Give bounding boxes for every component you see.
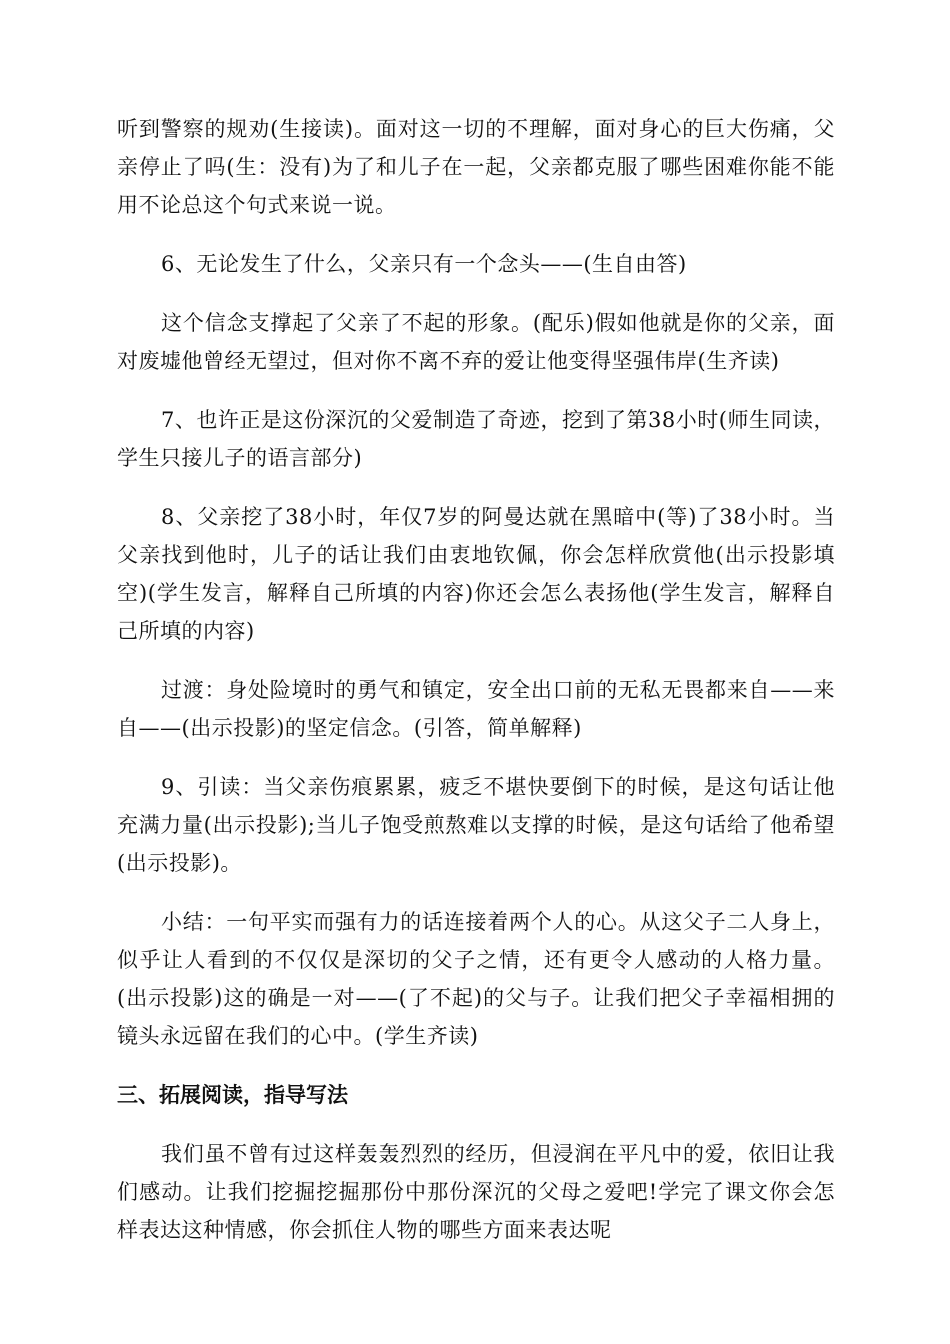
paragraph-summary: 小结：一句平实而强有力的话连接着两个人的心。从这父子二人身上，似乎让人看到的不仅仅是深切的父子之情，还有更令人感动的人格力量。(出示投影)这的确是一对——(了不起)的父与子。让我们把父子幸福相拥的镜头永远留在我们的心中。(学生齐读) — [117, 910, 835, 1048]
paragraph-step-8: 8、父亲挖了38小时，年仅7岁的阿曼达就在黑暗中(等)了38小时。当父亲找到他时，儿子的话让我们由衷地钦佩，你会怎样欣赏他(出示投影填空)(学生发言，解释自己所填的内容)你还会怎么表扬他(学生发言，解释自己所填的内容) — [117, 505, 835, 643]
paragraph-belief: 这个信念支撑起了父亲了不起的形象。(配乐)假如他就是你的父亲，面对废墟他曾经无望过，但对你不离不弃的爱让他变得坚强伟岸(生齐读) — [117, 311, 835, 373]
paragraph-continuation: 听到警察的规劝(生接读)。面对这一切的不理解，面对身心的巨大伤痛，父亲停止了吗(生：没有)为了和儿子在一起，父亲都克服了哪些困难你能不能用不论总这个句式来说一说。 — [117, 117, 835, 217]
paragraph-step-7: 7、也许正是这份深沉的父爱制造了奇迹，挖到了第38小时(师生同读，学生只接儿子的语言部分) — [117, 408, 835, 470]
paragraph-step-9: 9、引读：当父亲伤痕累累，疲乏不堪快要倒下的时候，是这句话让他充满力量(出示投影);当儿子饱受煎熬难以支撑的时候，是这句话给了他希望(出示投影)。 — [117, 775, 835, 875]
paragraph-transition: 过渡：身处险境时的勇气和镇定，安全出口前的无私无畏都来自——来自——(出示投影)的坚定信念。(引答，简单解释) — [117, 678, 835, 740]
section-heading: 三、拓展阅读，指导写法 — [117, 1083, 348, 1107]
paragraph-step-6: 6、无论发生了什么，父亲只有一个念头——(生自由答) — [161, 252, 687, 276]
paragraph-extended-reading: 我们虽不曾有过这样轰轰烈烈的经历，但浸润在平凡中的爱，依旧让我们感动。让我们挖掘挖掘那份中那份深沉的父母之爱吧!学完了课文你会怎样表达这种情感，你会抓住人物的哪些方面来表达呢 — [117, 1142, 835, 1242]
document-page — [117, 110, 835, 1270]
